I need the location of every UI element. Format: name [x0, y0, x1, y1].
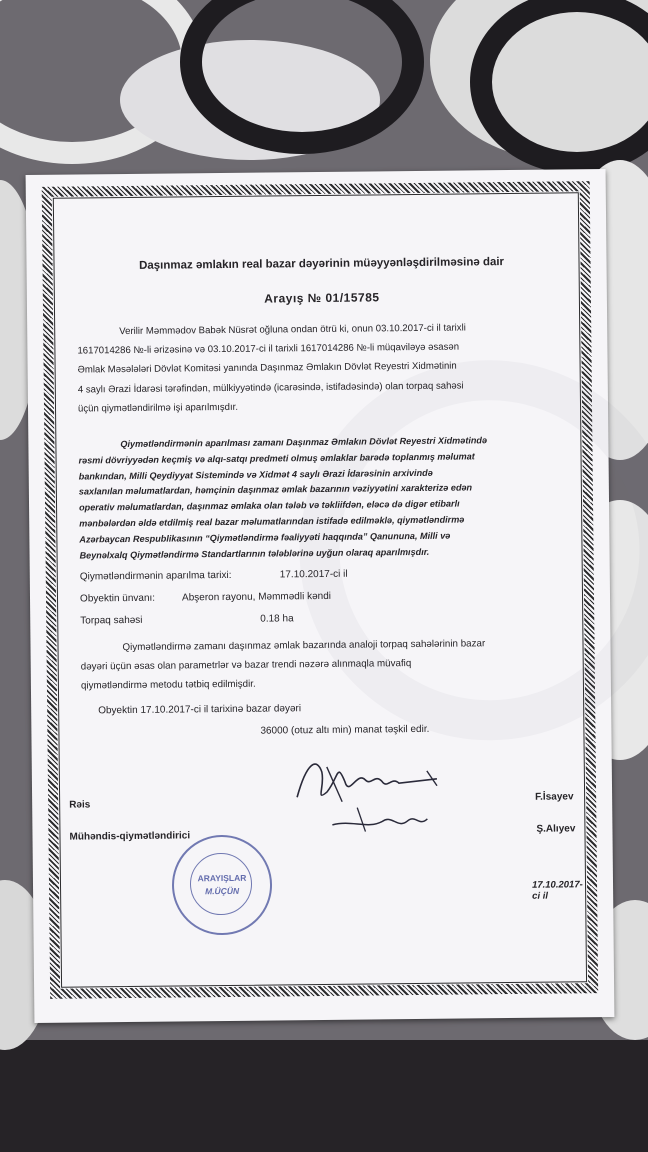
paragraph-method	[78, 432, 574, 564]
field-label: Qiymətləndirmənin aparılma tarixi:	[79, 569, 232, 583]
market-value-line: Obyektin 17.10.2017-ci il tarixinə bazar dəyəri	[98, 703, 302, 717]
signature-appraiser	[327, 799, 437, 840]
issue-date: 17.10.2017-ci il	[531, 879, 583, 902]
field-valuation-date	[79, 568, 348, 583]
text-line: mənbələrdən əldə etdilmiş real bazar məlumatlarından istifadə edilməklə, qiymətləndirmə	[79, 514, 465, 529]
text-line: Verilir Məmmədov Babək Nüsrət oğluna ondan ötrü ki, onun 03.10.2017-ci il tarixli	[119, 322, 466, 338]
text-line: rəsmi dövriyyədən keçmiş və alqı-satqı predmeti olmuş əmlaklar barədə toplanmış məlumat	[78, 451, 475, 466]
stamp-text-line1: ARAYIŞLAR	[197, 872, 247, 884]
role-appraiser: Mühəndis-qiymətləndirici	[69, 830, 191, 843]
field-label: Obyektin ünvanı:	[79, 592, 156, 605]
field-label: Torpaq sahəsi	[80, 614, 143, 627]
text-line: Beynəlxalq Qiymətləndirmə Standartlarının tələblərinə uyğun olaraq aparılmışdır.	[79, 546, 430, 561]
name-appraiser: Ş.Alıyev	[536, 823, 576, 835]
certificate-paper	[26, 169, 615, 1023]
name-chief: F.İsayev	[535, 791, 574, 803]
text-line: dəyəri üçün əsas olan parametrlər və bazar trendi nəzərə alınmaqla müvafiq	[80, 658, 412, 673]
text-line: 1617014286 №-li ərizəsinə və 03.10.2017-ci il tarixli 1617014286 №-li müqaviləyə əsasən	[77, 341, 460, 357]
text-line: qiymətləndirmə metodu tətbiq edilmişdir.	[80, 678, 256, 692]
reference-number: Arayış № 01/15785	[264, 290, 380, 306]
field-value: 0.18 ha	[260, 613, 294, 625]
text-line: Əmlak Məsələləri Dövlət Komitəsi yanında Daşınmaz Əmlakın Dövlət Reyestri Xidmətinin	[77, 360, 457, 376]
stamp-text-line2: M.ÜÇÜN	[205, 885, 240, 897]
text-line: üçün qiymətləndirilmə işi aparılmışdır.	[77, 401, 239, 415]
text-line: Qiymətləndirmənin aparılması zamanı Daşınmaz Əmlakın Dövlət Reyestri Xidmətində	[120, 435, 488, 450]
market-value-amount: 36000 (otuz altı min) manat təşkil edir.	[260, 723, 430, 737]
document-title: Daşınmaz əmlakın real bazar dəyərinin müəyyənləşdirilməsinə dair	[138, 256, 505, 272]
text-line: 4 saylı Ərazi İdarəsi tərəfindən, mülkiyyətində (icarəsində, istifadəsində) olan torpaq sahəsi	[77, 380, 464, 396]
stamp-inner-ring	[190, 853, 253, 916]
text-line: operativ məlumatlardan, daşınmaz əmlaka olan tələb və təkliifdən, eləcə də digər etibarlı	[79, 498, 460, 513]
text-line: bankından, Milli Qeydiyyat Sistemində və Xidmət 4 saylı Ərazi İdarəsinin arxivində	[78, 467, 433, 482]
official-stamp	[172, 835, 273, 936]
paragraph-analysis	[80, 633, 576, 695]
text-line: Qiymətləndirmə zamanı daşınmaz əmlak bazarında analoji torpaq sahələrinin bazar	[122, 638, 486, 654]
text-line: Azərbaycan Respublikasının “Qiymətləndirmə fəaliyyəti haqqında” Qanununa, Milli və	[79, 530, 451, 545]
field-land-area	[80, 613, 294, 627]
field-value: 17.10.2017-ci il	[279, 568, 348, 581]
field-address	[79, 590, 332, 605]
paragraph-intro	[77, 317, 573, 418]
field-value: Abşeron rayonu, Məmmədli kəndi	[181, 590, 332, 604]
role-chief: Rəis	[69, 799, 91, 811]
text-line: saxlanılan məlumatlardan, həmçinin daşınmaz əmlak bazarının vəziyyətini xarakterizə edən	[78, 482, 473, 497]
